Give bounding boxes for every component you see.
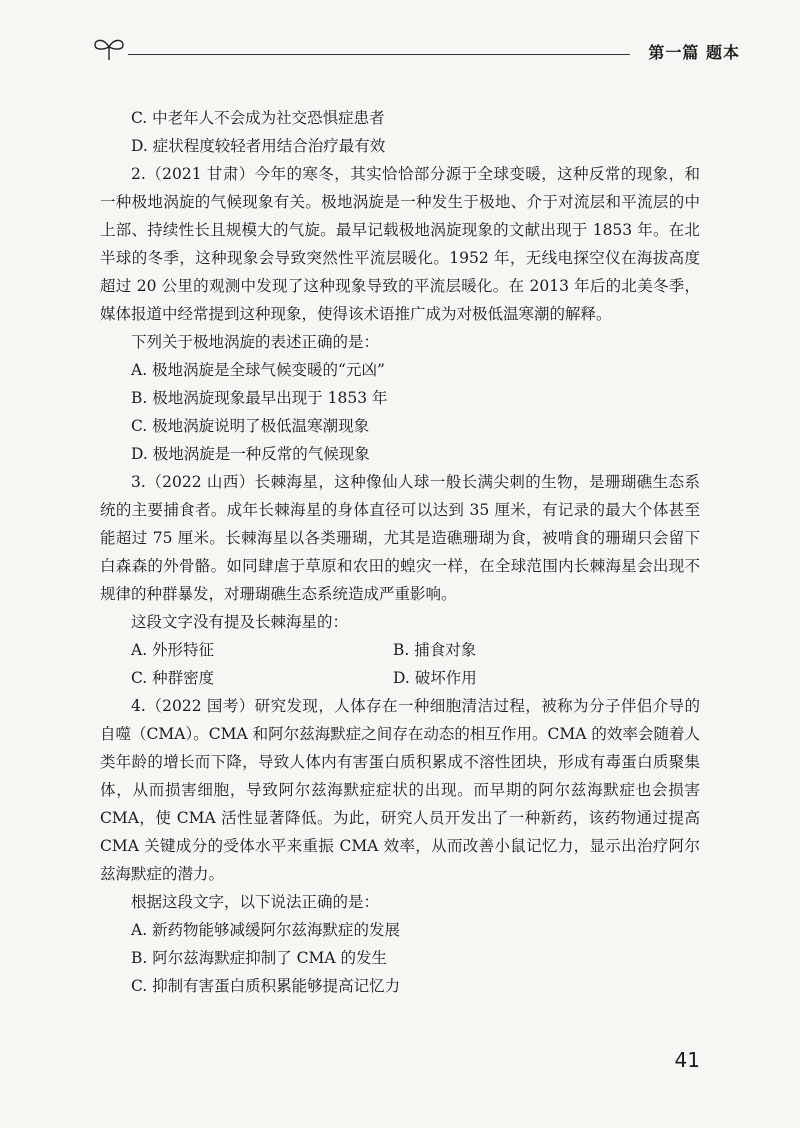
page-content: [100, 104, 700, 1000]
page-header: [92, 30, 740, 70]
q2-option-c: C. 极地涡旋说明了极低温寒潮现象: [131, 417, 370, 435]
q1-option-d: D. 症状程度较轻者用结合治疗最有效: [131, 137, 386, 155]
q4-paragraph: 4.（2022 国考）研究发现，人体存在一种细胞清洁过程，被称为分子伴侣介导的自噬（CMA）。CMA 和阿尔兹海默症之间存在动态的相互作用。CMA 的效率会随着人类年龄的增长而下降，导致人体内有害蛋白质积累成不溶性团块，形成有毒蛋白质聚集体，从而损害细胞，导致阿尔兹海默症症状的出现。而早期的阿尔兹海默症也会损害 CMA，使 CMA 活性显著降低。为此，研究人员开发出了一种新药，该药物通过提高 CMA 关键成分的受体水平来重振 CMA 效率，从而改善小鼠记忆力，显示出治疗阿尔兹海默症的潜力。: [100, 697, 700, 883]
q3-question: 这段文字没有提及长棘海星的：: [131, 613, 349, 631]
q2-option-a: A. 极地涡旋是全球气候变暖的“元凶”: [131, 361, 385, 379]
q3-option-b: B. 捕食对象: [393, 641, 477, 659]
q4-option-b: B. 阿尔兹海默症抑制了 CMA 的发生: [131, 949, 388, 967]
q2-option-b: B. 极地涡旋现象最早出现于 1853 年: [131, 389, 388, 407]
q2-option-d: D. 极地涡旋是一种反常的气候现象: [131, 445, 370, 463]
q3-paragraph: 3.（2022 山西）长棘海星，这种像仙人球一般长满尖刺的生物，是珊瑚礁生态系统的主要捕食者。成年长棘海星的身体直径可以达到 35 厘米，有记录的最大个体甚至能超过 75 厘米。长棘海星以各类珊瑚，尤其是造礁珊瑚为食，被啃食的珊瑚只会留下白森森的外骨骼。如同肆虐于草原和农田的蝗灾一样，在全球范围内长棘海星会出现不规律的种群暴发，对珊瑚礁生态系统造成严重影响。: [100, 473, 700, 603]
header-rule: [128, 54, 630, 55]
q2-paragraph: 2.（2021 甘肃）今年的寒冬，其实恰恰部分源于全球变暖，这种反常的现象，和一种极地涡旋的气候现象有关。极地涡旋是一种发生于极地、介于对流层和平流层的中上部、持续性长且规模大的气旋。最早记载极地涡旋现象的文献出现于 1853 年。在北半球的冬季，这种现象会导致突然性平流层暖化。1952 年，无线电探空仪在海拔高度超过 20 公里的观测中发现了这种现象导致的平流层暖化。在 2013 年后的北美冬季，媒体报道中经常提到这种现象，使得该术语推广成为对极低温寒潮的解释。: [100, 165, 700, 323]
q3-option-a: A. 外形特征: [131, 641, 215, 659]
q4-option-a: A. 新药物能够减缓阿尔兹海默症的发展: [131, 921, 401, 939]
q3-option-d: D. 破坏作用: [393, 669, 477, 687]
q3-option-c: C. 种群密度: [131, 669, 215, 687]
q1-option-c: C. 中老年人不会成为社交恐惧症患者: [131, 109, 385, 127]
q2-question: 下列关于极地涡旋的表述正确的是：: [131, 333, 380, 351]
section-title: 第一篇 题本: [648, 43, 740, 62]
leaf-sprout-icon: [92, 34, 126, 62]
q3-options-row-1: [100, 636, 700, 664]
q4-question: 根据这段文字，以下说法正确的是：: [131, 893, 380, 911]
page-number: 41: [674, 1048, 700, 1072]
q4-option-c: C. 抑制有害蛋白质积累能够提高记忆力: [131, 977, 401, 995]
q3-options-row-2: [100, 664, 700, 692]
